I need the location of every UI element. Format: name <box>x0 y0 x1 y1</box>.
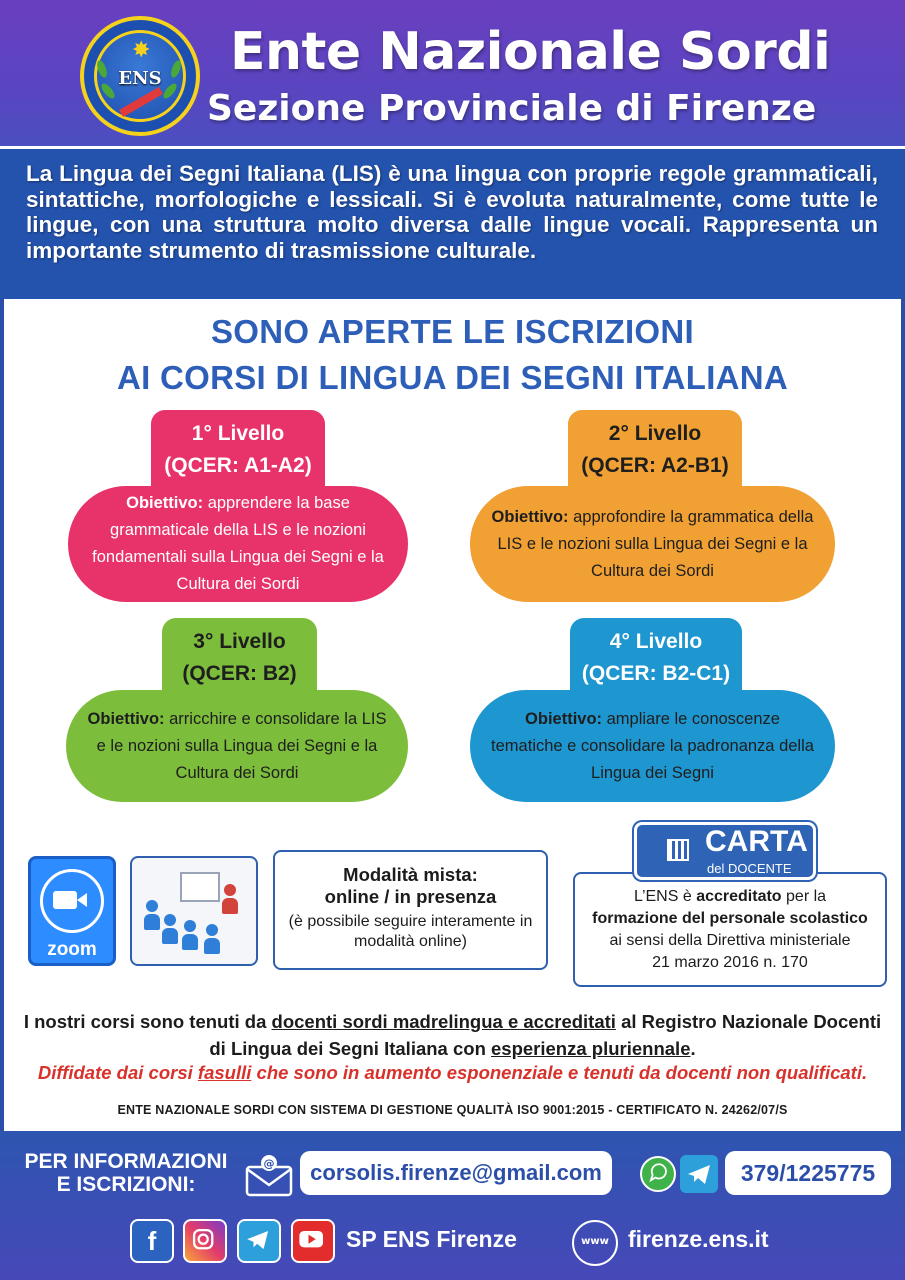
globe-icon <box>572 1220 618 1266</box>
level-1-tab <box>151 410 325 490</box>
website-link[interactable]: firenze.ens.it <box>628 1226 769 1252</box>
announcement-line-1: SONO APERTE LE ISCRIZIONI <box>211 313 694 350</box>
level-4-objective: ampliare le conoscenze tematiche e consolidare la padronanza della Lingua dei Segni <box>491 709 814 782</box>
telegram-social-icon[interactable] <box>237 1219 281 1263</box>
teachers-note-underlined: docenti sordi madrelingua e accreditati <box>271 1011 616 1032</box>
level-4-tab <box>570 618 742 698</box>
mode-subtitle: online / in presenza <box>324 886 497 907</box>
level-3-tab <box>162 618 317 698</box>
zoom-lens <box>77 893 87 907</box>
email-link[interactable]: corsolis.firenze@gmail.com <box>300 1151 612 1195</box>
level-1-title: 1° Livello <box>191 422 285 445</box>
carta-text-1: L’ENS è <box>633 888 697 905</box>
mode-note: (è possibile seguire interamente in modalità online) <box>288 913 533 950</box>
zoom-camera-icon <box>53 891 77 909</box>
telegram-icon[interactable] <box>680 1155 718 1193</box>
carta-text-5: 21 marzo 2016 n. 170 <box>652 954 808 971</box>
carta-docente-logo <box>634 822 816 880</box>
student-body <box>182 934 198 950</box>
facebook-icon[interactable]: f <box>130 1219 174 1263</box>
level-3-objective-label: Obiettivo: <box>87 709 165 728</box>
teacher-body <box>222 898 238 914</box>
level-1-objective: apprendere la base grammaticale della LIS e le nozioni fondamentali sulla Lingua dei Segni e la Cultura dei Sordi <box>92 494 384 593</box>
student-figure <box>146 900 158 912</box>
level-2-objective-label: Obiettivo: <box>491 507 569 526</box>
level-1-objective-label: Obiettivo: <box>126 494 204 512</box>
teachers-note-underlined: esperienza pluriennale <box>491 1038 691 1059</box>
whiteboard <box>180 872 220 902</box>
mode-title: Modalità mista: <box>343 864 478 885</box>
level-4-title: 4° Livello <box>609 630 703 653</box>
carta-title: CARTA <box>705 825 808 858</box>
student-body <box>162 928 178 944</box>
info-label-line-1: PER INFORMAZIONI <box>24 1150 228 1173</box>
level-4-objective-label: Obiettivo: <box>525 709 603 728</box>
student-body <box>144 914 160 930</box>
certification-text: ENTE NAZIONALE SORDI CON SISTEMA DI GESTIONE QUALITÀ ISO 9001:2015 - CERTIFICATO N. 24262/07/S <box>117 1103 788 1117</box>
carta-text-4: ai sensi della Direttiva ministeriale <box>609 932 851 949</box>
teachers-note <box>20 1008 885 1062</box>
level-3-card <box>66 690 408 802</box>
info-label <box>20 1150 232 1196</box>
level-2-objective: approfondire la grammatica della LIS e le nozioni sulla Lingua dei Segni e la Cultura dei Sordi <box>497 507 814 580</box>
student-figure <box>206 924 218 936</box>
info-label-line-2: E ISCRIZIONI: <box>56 1173 196 1196</box>
level-3-objective: arricchire e consolidare la LIS e le nozioni sulla Lingua dei Segni e la Cultura dei Sordi <box>96 709 387 782</box>
level-2-tab <box>568 410 742 490</box>
ens-logo <box>80 16 200 136</box>
intro-text: La Lingua dei Segni Italiana (LIS) è una lingua con proprie regole grammaticali, sintattiche, morfologiche e lessicali. Si è evoluta naturalmente, come tutte le lingue, con una struttura molto diversa dalle lingue vocali. Rappresenta un importante strumento di trasmissione culturale. <box>26 161 878 263</box>
instagram-icon[interactable] <box>183 1219 227 1263</box>
carta-text-accreditato: accreditato <box>696 888 782 905</box>
carta-docente-box <box>573 872 887 987</box>
intro-section <box>0 149 905 299</box>
level-2-qcer: (QCER: A2-B1) <box>581 454 729 477</box>
teachers-note-part: I nostri corsi sono tenuti da <box>23 1011 272 1032</box>
level-4-card <box>470 690 835 802</box>
teacher-figure <box>224 884 236 896</box>
youtube-icon[interactable] <box>291 1219 335 1263</box>
carta-text-3: formazione del personale scolastico <box>592 910 868 927</box>
level-1-card <box>68 486 408 602</box>
student-figure <box>184 920 196 932</box>
social-name-link[interactable]: SP ENS Firenze <box>346 1226 517 1252</box>
logo-text: ENS <box>118 68 162 89</box>
globe-www-label: www <box>581 1236 609 1247</box>
zoom-label: zoom <box>47 939 97 960</box>
level-4-qcer: (QCER: B2-C1) <box>581 662 731 685</box>
carta-subtitle: del DOCENTE <box>707 861 792 876</box>
org-subtitle: Sezione Provinciale di Firenze <box>207 88 817 129</box>
warning-note-underlined: fasulli <box>197 1062 252 1083</box>
teachers-note-part: . <box>690 1038 696 1059</box>
org-title: Ente Nazionale Sordi <box>230 22 831 82</box>
student-figure <box>164 914 176 926</box>
svg-text:@: @ <box>263 1157 275 1170</box>
announcement-line-2: AI CORSI DI LINGUA DEI SEGNI ITALIANA <box>116 359 789 396</box>
mail-icon <box>245 1153 293 1197</box>
warning-note-part: Diffidate dai corsi <box>37 1062 198 1083</box>
qr-icon <box>667 839 689 861</box>
level-1-qcer: (QCER: A1-A2) <box>164 454 312 477</box>
teachers-note-part: al Registro Nazionale Docenti di Lingua dei Segni Italiana con <box>209 1011 882 1059</box>
level-3-title: 3° Livello <box>193 630 286 653</box>
classroom-illustration <box>130 856 258 966</box>
zoom-icon <box>28 856 116 966</box>
level-2-title: 2° Livello <box>608 422 702 445</box>
carta-text-2: per la <box>781 888 827 905</box>
level-3-qcer: (QCER: B2) <box>182 662 297 685</box>
mode-box <box>273 850 548 970</box>
warning-note-part: che sono in aumento esponenziale e tenuti da docenti non qualificati. <box>251 1062 868 1083</box>
whatsapp-icon[interactable] <box>640 1156 676 1192</box>
logo-star-icon: ✸ <box>132 38 151 63</box>
phone-link[interactable]: 379/1225775 <box>725 1151 891 1195</box>
level-2-card <box>470 486 835 602</box>
student-body <box>204 938 220 954</box>
warning-note <box>20 1062 885 1084</box>
